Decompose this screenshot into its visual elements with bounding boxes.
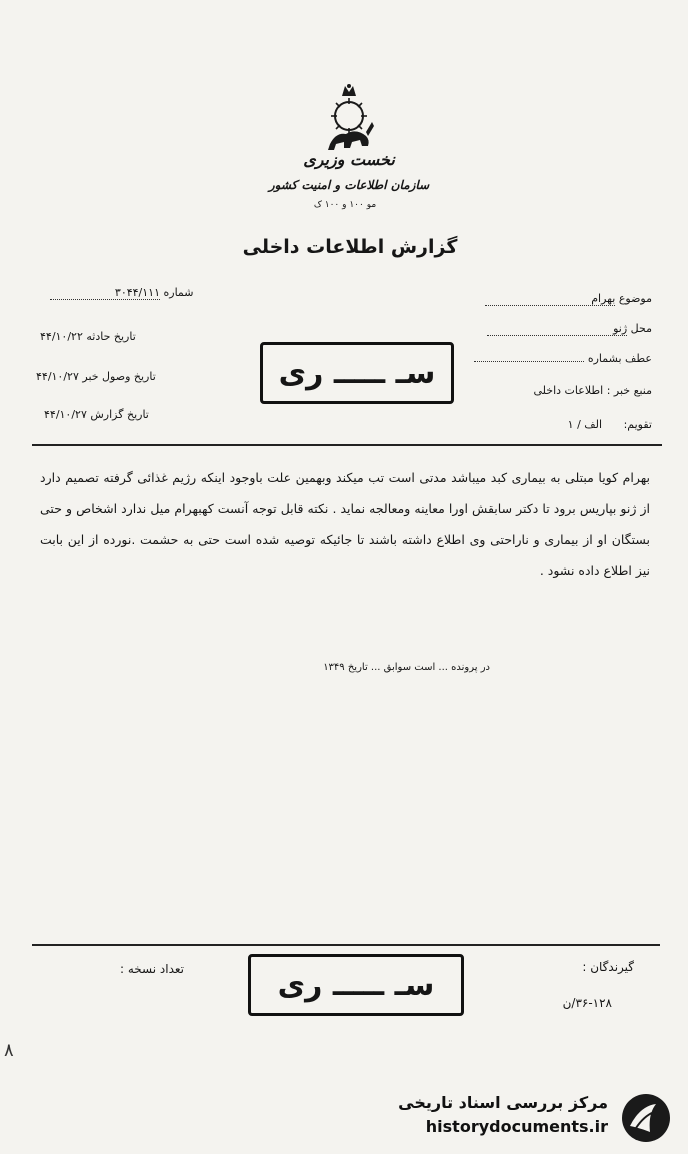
archive-logo-icon — [620, 1092, 672, 1144]
copies-label: تعداد نسخه : — [120, 962, 185, 976]
rating-label: تقویم: — [623, 418, 652, 431]
rating-value: الف / ۱ — [567, 418, 603, 431]
report-date-field — [44, 408, 149, 421]
file-code: ۳۶-۱۲۸/ن — [562, 996, 612, 1010]
handwritten-note: در پرونده ... است سوابق ... تاریخ ۱۳۴۹ — [323, 662, 490, 673]
lion-and-sun-emblem-icon — [322, 82, 376, 154]
recipients-label: گیرندگان : — [582, 960, 634, 974]
reference-value — [474, 361, 584, 362]
watermark-title: مرکز بررسی اسناد تاریخی — [398, 1093, 608, 1112]
rating-field — [568, 418, 652, 431]
document-title: گزارش اطلاعات داخلی — [242, 236, 458, 258]
subject-label: موضوع — [618, 292, 652, 305]
agency-subline: مو ۱۰۰ و ۱۰۰ ک — [313, 200, 377, 210]
organization-name: نخست وزیری — [303, 150, 395, 169]
footer-divider — [32, 944, 660, 946]
secret-stamp-bottom: سـ ـــــ ری — [248, 954, 464, 1016]
location-label: محل — [630, 322, 652, 335]
watermark-url: historydocuments.ir — [425, 1117, 608, 1136]
subject-field — [485, 292, 652, 306]
reference-label: عطف بشماره — [587, 352, 652, 365]
subject-value: بهرام — [485, 292, 615, 306]
source-field — [534, 384, 653, 397]
location-value: ژنو — [487, 322, 627, 336]
number-label: شماره — [163, 286, 194, 299]
number-field — [50, 286, 194, 300]
agency-name: سازمان اطلاعات و امنیت کشور — [268, 178, 430, 192]
receive-date-field — [36, 370, 156, 383]
edge-mark: ۸ — [4, 1040, 14, 1061]
secret-stamp-top: سـ ـــــ ری — [260, 342, 454, 404]
number-value: ۳۰۴۴/۱۱۱ — [50, 286, 160, 300]
event-date-field — [40, 330, 136, 343]
report-body: بهرام کویا مبتلی به بیماری کبد میباشد مدتی است تب میکند وبهمین علت باوجود اینکه رژیم غذائی گرفته تصمیم دارد از ژنو بپاریس برود تا دکتر سابقش اورا معاینه ومعالجه نماید . نکته قابل توجه آنست کهبهرام میل ندارد اشخاص و حتی بستگان او از بیماری و ناراحتی وی اطلاع داشته باشند تا جائیکه توصیه شده است حتی به حشمت .نورده از این بابت نیز اطلاع داده نشود . — [40, 470, 650, 578]
source-label: منبع خبر : — [606, 384, 652, 397]
location-field — [487, 322, 652, 336]
reference-field — [474, 352, 652, 365]
header-divider — [32, 444, 662, 446]
receive-date-value: ۴۴/۱۰/۲۷ — [36, 370, 79, 383]
watermark — [398, 1090, 678, 1148]
report-date-label: تاریخ گزارش — [90, 408, 149, 421]
report-date-value: ۴۴/۱۰/۲۷ — [44, 408, 87, 421]
source-value: اطلاعات داخلی — [533, 384, 604, 397]
receive-date-label: تاریخ وصول خبر — [82, 370, 156, 383]
event-date-label: تاریخ حادثه — [86, 330, 136, 343]
event-date-value: ۴۴/۱۰/۲۲ — [40, 330, 83, 343]
